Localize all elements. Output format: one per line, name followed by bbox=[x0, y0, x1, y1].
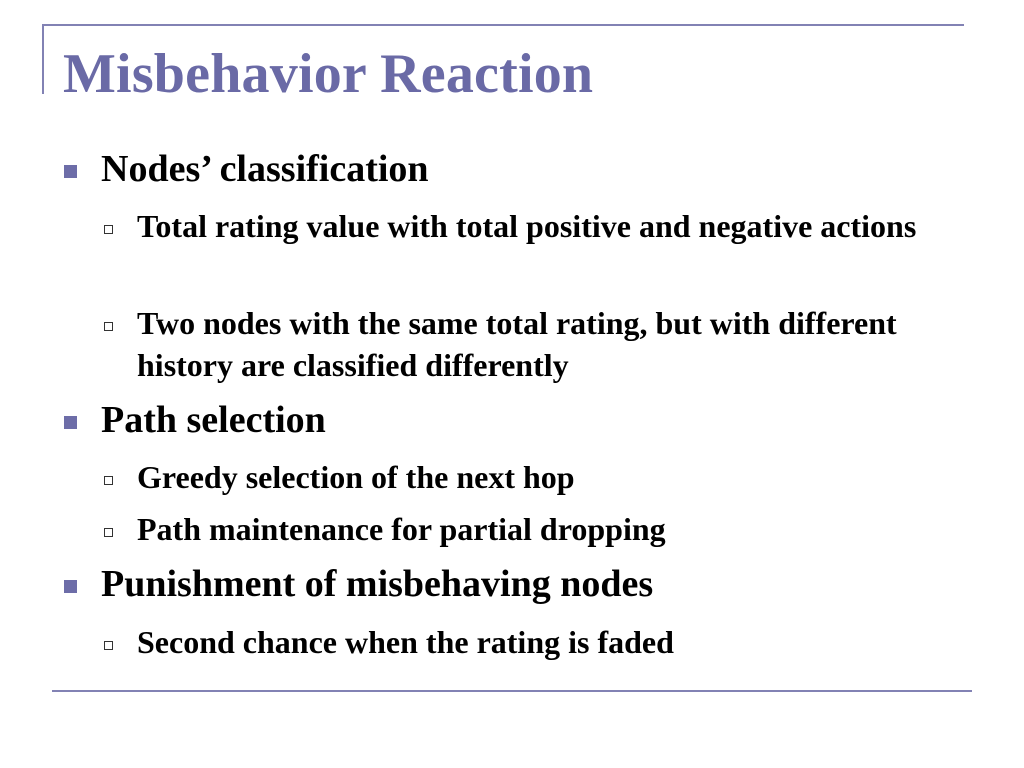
hollow-square-bullet-icon bbox=[104, 225, 113, 234]
square-bullet-icon bbox=[64, 416, 77, 429]
hollow-square-bullet-icon bbox=[104, 528, 113, 537]
bottom-rule bbox=[52, 690, 972, 692]
square-bullet-icon bbox=[64, 165, 77, 178]
hollow-square-bullet-icon bbox=[104, 476, 113, 485]
top-rule bbox=[42, 24, 964, 26]
sub-bullet-item bbox=[104, 621, 974, 663]
bullet-label: Path selection bbox=[101, 399, 326, 441]
sub-bullet-item bbox=[104, 508, 974, 550]
left-rule bbox=[42, 24, 44, 94]
slide-title: Misbehavior Reaction bbox=[63, 43, 594, 105]
sub-bullet-item bbox=[104, 456, 974, 498]
sub-bullet-label: Two nodes with the same total rating, but with different history are classified differently bbox=[137, 305, 897, 383]
bullet-label: Nodes’ classification bbox=[101, 148, 429, 190]
sub-bullet-label: Greedy selection of the next hop bbox=[137, 459, 575, 495]
sub-bullet-label: Total rating value with total positive and negative actions bbox=[137, 208, 917, 244]
sub-bullet-item bbox=[104, 205, 974, 247]
bullet-label: Punishment of misbehaving nodes bbox=[101, 563, 654, 605]
sub-bullet-label: Path maintenance for partial dropping bbox=[137, 511, 666, 547]
square-bullet-icon bbox=[64, 580, 77, 593]
sub-bullet-item bbox=[104, 302, 974, 386]
hollow-square-bullet-icon bbox=[104, 641, 113, 650]
hollow-square-bullet-icon bbox=[104, 322, 113, 331]
sub-bullet-label: Second chance when the rating is faded bbox=[137, 624, 674, 660]
